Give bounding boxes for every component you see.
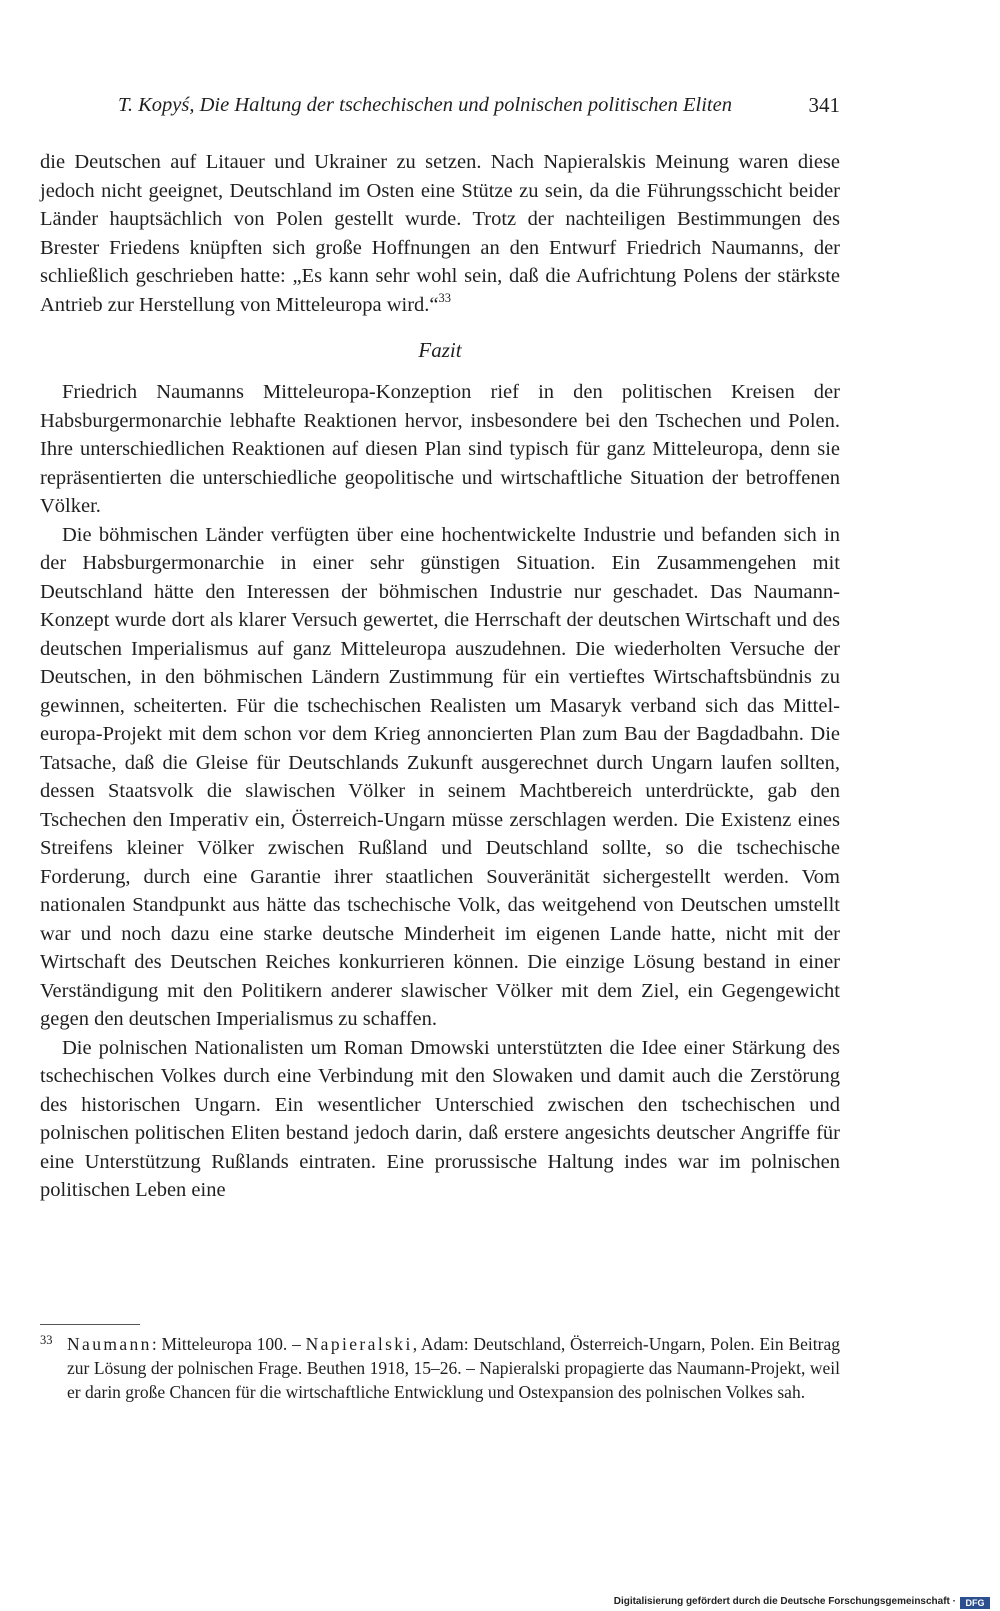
paragraph-1 xyxy=(40,148,840,319)
footnote-text-2: , Adam: Deutschland, Österreich-Ungarn, Polen. Ein Beitrag zur Lösung der polnischen Frage. Beuthen 1918, 15–26. – Napieralski propagierte das Naumann-Projekt, weil er darin große Chancen für die wirtschaftliche Entwicklung und Ostexpansion des polnischen Volkes sah. xyxy=(67,1334,840,1402)
body-text xyxy=(40,148,840,1205)
footnote-number: 33 xyxy=(40,1333,53,1347)
footnote-text-1: : Mitteleuropa 100. – xyxy=(151,1334,306,1354)
footnote-reference[interactable]: 33 xyxy=(438,290,451,305)
paragraph-2: Friedrich Naumanns Mitteleuropa-Konzeption rief in den politischen Kreisen der Habsburgermonarchie lebhafte Reaktionen hervor, insbesondere bei den Tschechen und Polen. Ihre unterschiedlichen Reaktionen auf diesen Plan sind typisch für ganz Mitteleuropa, denn sie repräsentierten die unterschiedliche geopolitische und wirtschaftliche Situation der betroffenen Völker. xyxy=(40,381,840,517)
digitization-credit: Digitalisierung gefördert durch die Deutsche Forschungsgemeinschaft · xyxy=(613,1596,956,1607)
running-head xyxy=(40,90,840,120)
page-number: 341 xyxy=(808,93,840,117)
dfg-logo: DFG xyxy=(960,1597,990,1609)
running-title: T. Kopyś, Die Haltung der tschechischen und polnischen politischen Eliten xyxy=(118,94,732,116)
footnote-divider xyxy=(40,1324,140,1325)
paragraph-3: Die böhmischen Länder verfügten über eine hochentwickelte Industrie und befanden sich in der Habsburgermonarchie in einer sehr günstigen Situation. Ein Zusammengehen mit Deutschland hätte den Interessen der böhmischen Industrie nur geschadet. Das Naumann-Konzept wurde dort als klarer Versuch gewertet, die Herrschaft der deutschen Wirtschaft und des deutschen Imperialismus auf ganz Mitteleuropa auszudehnen. Die wiederholten Versuche der Deutschen, in den böhmischen Ländern Zustimmung für ein vertieftes Wirtschaftsbündnis zu gewinnen, scheiterten. Für die tschechischen Realisten um Masaryk verband sich das Mitteleuropa-Projekt mit dem schon vor dem Krieg annoncierten Plan zum Bau der Bagdadbahn. Die Tatsache, daß die Gleise für Deutschlands Zukunft ausgerechnet durch Ungarn laufen sollten, dessen Staatsvolk die slawischen Völker in seinem Machtbereich unterdrückte, gab den Tschechen den Imperativ ein, Österreich-Ungarn müsse zerschlagen werden. Die Existenz eines Streifens kleiner Völker zwischen Rußland und Deutschland sollte, so die tschechische Forderung, durch eine Garantie ihrer staatlichen Souveränität sichergestellt werden. Vom nationalen Standpunkt aus hätte das tschechische Volk, das weitgehend von Deutschen umstellt war und noch dazu eine starke deutsche Minderheit im eigenen Lande hatte, nicht mit der Wirtschaft des Deutschen Reiches konkurrieren können. Die einzige Lösung bestand in einer Verständigung mit den Politikern anderer slawischer Völker mit dem Ziel, ein Gegengewicht gegen den deutschen Imperialismus zu schaffen. xyxy=(40,523,840,1030)
footnote xyxy=(40,1332,840,1404)
section-heading: Fazit xyxy=(418,338,462,362)
footnote-author-napieralski: Napieralski xyxy=(305,1334,413,1354)
footnote-author-naumann: Naumann xyxy=(67,1334,152,1354)
paragraph-1-text: die Deutschen auf Litauer und Ukrainer zu setzen. Nach Napieralskis Meinung waren diese jedoch nicht geeignet, Deutschland im Osten eine Stütze zu sein, da die Führungsschicht beider Länder hauptsächlich von Polen gestellt wurde. Trotz der nachteiligen Bestimmungen des Brester Friedens knüpften sich große Hoffnungen an den Entwurf Friedrich Naumanns, der schließlich geschrieben hatte: „Es kann sehr wohl sein, daß die Aufrichtung Polens der stärkste Antrieb zur Herstellung von Mitteleuropa wird.“ xyxy=(40,151,840,316)
paragraph-4: Die polnischen Nationalisten um Roman Dmowski unterstützten die Idee einer Stärkung des tschechischen Volkes durch eine Verbindung mit den Slowaken und damit auch die Zerstörung des historischen Ungarn. Ein wesentlicher Unterschied zwischen den tschechischen und polnischen politischen Eliten bestand jedoch darin, daß erstere angesichts deutscher Angriffe für eine Unterstützung Rußlands eintraten. Eine prorussische Haltung indes war im polnischen politischen Leben eine xyxy=(40,1036,840,1201)
footnote-body xyxy=(67,1332,840,1404)
